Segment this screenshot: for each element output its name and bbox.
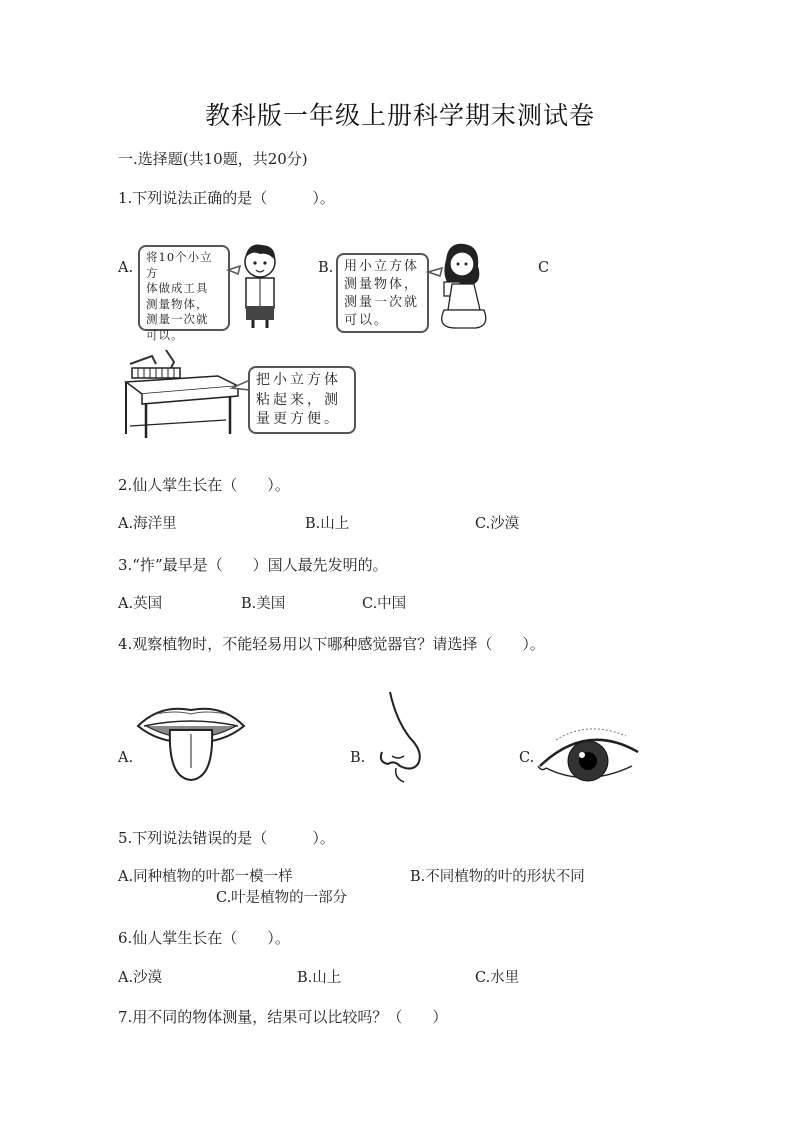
question-4: 4.观察植物时，不能轻易用以下哪种感觉器官？请选择（ ）。 — [118, 635, 545, 653]
q3-option-c: C.中国 — [362, 596, 407, 612]
q1-option-c-label: C — [538, 260, 550, 276]
section-heading: 一.选择题(共10题，共20分) — [118, 150, 308, 168]
q1-option-b-label: B. — [318, 260, 334, 276]
q2-option-b: B.山上 — [305, 516, 350, 532]
q2-option-a: A.海洋里 — [118, 516, 177, 532]
girl-illustration — [426, 240, 492, 332]
q1-option-a-label: A. — [118, 260, 134, 276]
table-blocks-illustration — [122, 350, 242, 440]
q5-option-a: A.同种植物的叶都一模一样 — [118, 869, 293, 885]
q4-option-c-label: C. — [519, 750, 535, 766]
question-5: 5.下列说法错误的是（ ）。 — [118, 829, 335, 847]
q1-option-a-speech-bubble: 将10个小立方 体做成工具 测量物体， 测量一次就 可以。 — [138, 245, 230, 331]
q5-option-c: C.叶是植物的一部分 — [216, 890, 348, 906]
q6-option-a: A.沙漠 — [118, 970, 163, 986]
page-title: 教科版一年级上册科学期末测试卷 — [204, 101, 595, 130]
question-2: 2.仙人掌生长在（ ）。 — [118, 476, 290, 494]
q4-option-a-label: A. — [118, 750, 134, 766]
eye-illustration — [536, 726, 642, 788]
q4-option-b-label: B. — [350, 750, 366, 766]
nose-illustration — [374, 690, 434, 786]
q5-option-b: B.不同植物的叶的形状不同 — [410, 869, 585, 885]
question-1: 1.下列说法正确的是（ ）。 — [118, 189, 335, 207]
question-7: 7.用不同的物体测量，结果可以比较吗？（ ） — [118, 1008, 448, 1026]
mouth-tongue-illustration — [136, 698, 246, 784]
q1-option-b-speech-bubble: 用小立方体 测量物体， 测量一次就 可以。 — [336, 253, 429, 333]
q3-option-b: B.美国 — [241, 596, 286, 612]
q3-option-a: A.英国 — [118, 596, 163, 612]
q1-option-c-speech-bubble: 把小立方体 粘起来，测 量更方便。 — [248, 366, 356, 434]
question-3: 3.“拃”最早是（ ）国人最先发明的。 — [118, 556, 388, 574]
q6-option-c: C.水里 — [475, 970, 520, 986]
q6-option-b: B.山上 — [297, 970, 342, 986]
question-6: 6.仙人掌生长在（ ）。 — [118, 929, 290, 947]
q2-option-c: C.沙漠 — [475, 516, 520, 532]
boy-illustration — [226, 240, 286, 330]
